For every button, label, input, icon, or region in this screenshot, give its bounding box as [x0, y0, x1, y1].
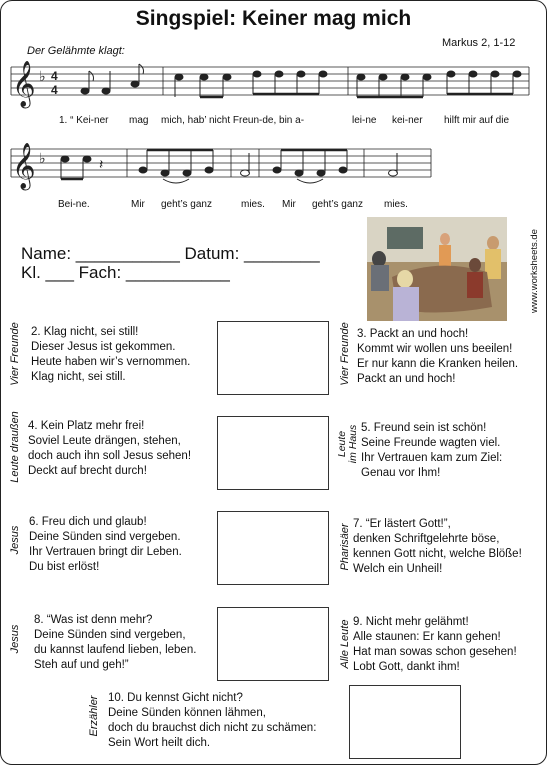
verse-text: 7. “Er lästert Gott!”, denken Schriftgelehrte böse, kennen Gott nicht, welche Blöße! Welch ein Unheil!: [353, 518, 522, 575]
speaker-label-container: [0, 525, 32, 555]
verse-text: 10. Du kennst Gicht nicht? Deine Sünden können lähmen, doch du brauchst dich nicht zu schämen: Sein Wort heilt dich.: [108, 692, 317, 749]
lyric-syllable: geht’s ganz: [312, 199, 363, 210]
lyric-syllable: mich, hab’ nicht Freun-de, bin a-: [161, 115, 305, 126]
speaker-label: Vier Freunde: [339, 322, 351, 386]
speaker-label-container: [0, 624, 32, 654]
music-staff-2: [9, 139, 439, 199]
verse-text: 5. Freund sein ist schön! Seine Freunde wagten viel. Ihr Vertrauen kam zum Ziel: Genau vor Ihm!: [361, 422, 503, 479]
speaker-label: Jesus: [9, 624, 21, 654]
verse-text: 6. Freu dich und glaub! Deine Sünden sind vergeben. Ihr Vertrauen bringt dir Leben. Du bist erlöst!: [29, 516, 182, 573]
verse-text: 4. Kein Platz mehr frei! Soviel Leute drängen, stehen, doch auch ihn soll Jesus sehen! Deckt auf brecht durch!: [28, 420, 192, 477]
student-info-form: [21, 244, 320, 282]
flat-icon: ♭: [39, 150, 46, 166]
svg-text:4: 4: [51, 69, 58, 83]
lyric-syllable: 1. “ Kei-ner: [59, 115, 109, 126]
drawing-box[interactable]: [349, 685, 461, 759]
speaker-label: Leute draußen: [9, 411, 21, 483]
speaker-label: Pharisäer: [339, 523, 351, 571]
class-subject-line[interactable]: Kl. ___ Fach: ___________: [21, 263, 230, 282]
name-date-line[interactable]: Name: ___________ Datum: ________: [21, 244, 320, 263]
quarter-rest-icon: 𝄽: [99, 156, 104, 172]
drawing-box[interactable]: [217, 321, 329, 395]
lyric-syllable: lei-ne: [352, 115, 377, 126]
speaker-label: Erzähler: [88, 695, 100, 737]
svg-text:4: 4: [51, 83, 58, 97]
flat-icon: ♭: [39, 68, 46, 84]
lyric-syllable: Mir: [131, 199, 145, 210]
speaker-label: Leute im Haus: [336, 424, 359, 464]
treble-clef-icon: 𝄞: [12, 61, 36, 107]
lyric-syllable: kei-ner: [392, 115, 423, 126]
lyric-syllable: Mir: [282, 199, 296, 210]
lyric-syllable: mies.: [384, 199, 408, 210]
music-staff-1: [9, 57, 539, 117]
lyric-syllable: mag: [129, 115, 149, 126]
lyric-syllable: geht’s ganz: [161, 199, 212, 210]
lyric-syllable: mies.: [241, 199, 265, 210]
speaker-label-container: [0, 322, 32, 386]
page-title: Singspiel: Keiner mag mich: [135, 7, 412, 30]
treble-clef-icon: 𝄞: [12, 143, 36, 189]
speaker-label-container: [77, 695, 111, 737]
lyric-syllable: hilft mir auf die: [444, 115, 510, 126]
drawing-box[interactable]: [217, 416, 329, 490]
verse-text: 3. Packt an und hoch! Kommt wir wollen uns beeilen! Er nur kann die Kranken heilen. Packt an und hoch!: [357, 328, 519, 385]
website-watermark: www.worksheets.de: [529, 229, 540, 313]
bible-reference: Markus 2, 1-12: [442, 37, 516, 49]
classroom-photo: [367, 217, 507, 321]
lyric-syllable: Bei-ne.: [58, 199, 90, 210]
song-subheading: Der Gelähmte klagt:: [27, 45, 125, 57]
verse-text: 2. Klag nicht, sei still! Dieser Jesus ist gekommen. Heute haben wir’s vernommen. Klag nicht, sei still.: [31, 326, 191, 383]
drawing-box[interactable]: [217, 607, 329, 681]
verse-text: 9. Nicht mehr gelähmt! Alle staunen: Er kann gehen! Hat man sowas schon gesehen! Lobt Gott, dankt ihm!: [353, 616, 517, 673]
verse-text: 8. “Was ist denn mehr? Deine Sünden sind vergeben, du kannst laufend lieben, leben. Steh auf und geh!”: [34, 614, 197, 671]
speaker-label: Jesus: [9, 525, 21, 555]
drawing-box[interactable]: [217, 511, 329, 585]
speaker-label: Alle Leute: [339, 619, 351, 669]
speaker-label-container: [330, 322, 360, 386]
speaker-label: Vier Freunde: [9, 322, 21, 386]
